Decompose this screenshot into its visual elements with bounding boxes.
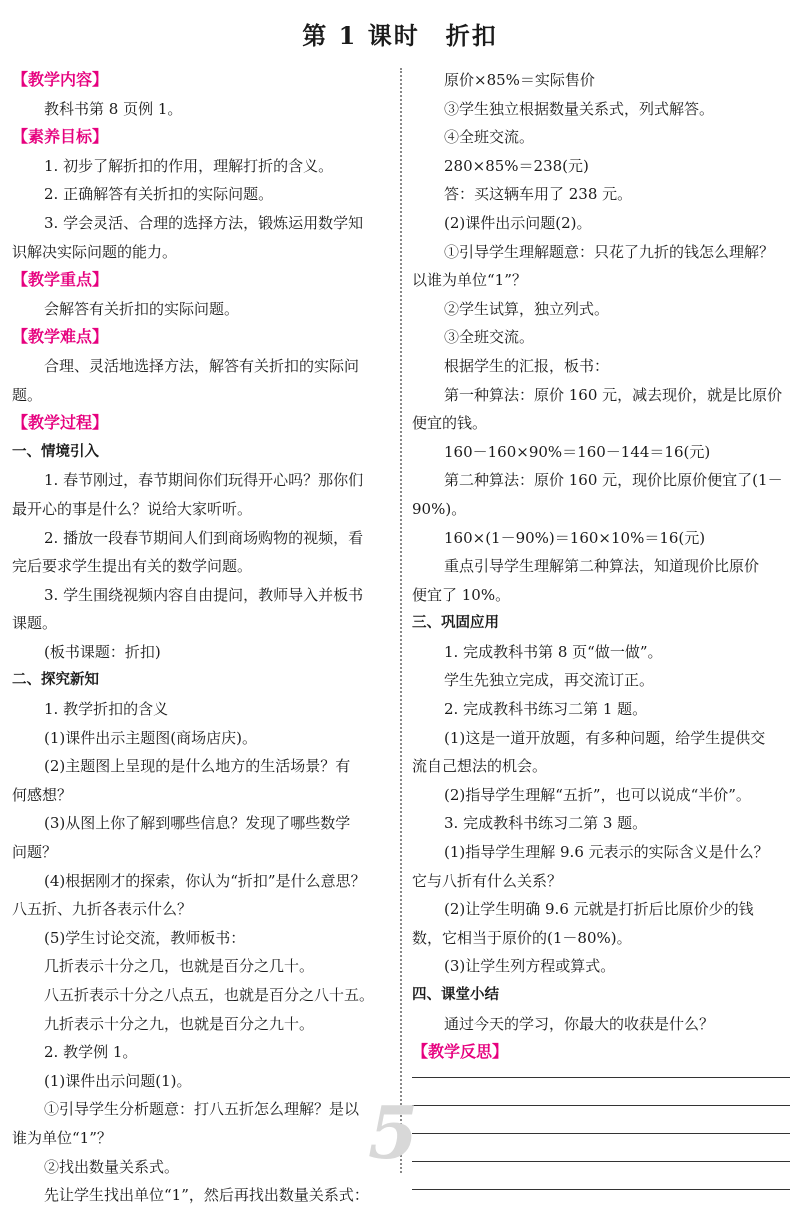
text-line: (板书课题：折扣)	[44, 642, 161, 661]
page-title: 第 1 课时 折扣	[302, 21, 498, 50]
text-line: 1. 教学折扣的含义	[44, 700, 169, 719]
text-line: 280×85%＝238(元)	[444, 156, 589, 175]
text-line: 根据学生的汇报，板书：	[444, 356, 610, 375]
text-line: (3)从图上你了解到哪些信息？发现了哪些数学	[44, 814, 351, 833]
text-line: 2. 正确解答有关折扣的实际问题。	[44, 185, 274, 204]
text-line: ③全班交流。	[444, 328, 535, 347]
text-line: ①引导学生分析题意：打八五折怎么理解？是以	[44, 1100, 360, 1119]
text-line: 2. 完成教科书练习二第 1 题。	[444, 700, 648, 719]
text-line: (1)这是一道开放题，有多种问题，给学生提供交	[444, 728, 766, 747]
text-line: (2)指导学生理解“五折”，也可以说成“半价”。	[444, 785, 751, 804]
text-line: ②学生试算，独立列式。	[444, 299, 610, 318]
text-line: 会解答有关折扣的实际问题。	[44, 299, 240, 318]
text-line: 题。	[12, 385, 43, 404]
text-line: (2)课件出示问题(2)。	[444, 213, 592, 232]
text-line: 3. 学会灵活、合理的选择方法，锻炼运用数学知	[44, 213, 364, 232]
text-line: (4)根据刚才的探索，你认为“折扣”是什么意思？	[44, 871, 366, 890]
text-line: 先让学生找出单位“1”，然后再找出数量关系式：	[44, 1186, 369, 1205]
text-line: 八五折表示十分之八点五，也就是百分之八十五。	[44, 986, 375, 1004]
text-line: 教科书第 8 页例 1。	[44, 99, 183, 118]
text-line: (2)主题图上呈现的是什么地方的生活场景？有	[44, 757, 351, 776]
column-divider	[400, 68, 402, 1173]
text-line: (1)指导学生理解 9.6 元表示的实际含义是什么？	[444, 843, 769, 862]
text-line: ④全班交流。	[444, 128, 535, 147]
text-line: 最开心的事是什么？说给大家听听。	[12, 499, 253, 518]
subsection-heading: 一、情境引入	[12, 443, 99, 460]
text-line: 完后要求学生提出有关的数学问题。	[12, 557, 253, 576]
text-line: 便宜了 10%。	[412, 585, 511, 604]
text-line: 第二种算法：原价 160 元，现价比原价便宜了(1－	[444, 471, 783, 490]
text-line: 数，它相当于原价的(1－80%)。	[412, 928, 632, 947]
reflection-line	[412, 1077, 790, 1078]
text-line: 合理、灵活地选择方法，解答有关折扣的实际问	[44, 356, 360, 375]
subsection-heading: 二、探究新知	[12, 672, 99, 689]
subsection-heading: 四、课堂小结	[412, 987, 499, 1003]
text-line: 识解决实际问题的能力。	[12, 242, 178, 261]
text-line: 原价×85%＝实际售价	[444, 71, 595, 89]
text-line: 问题？	[12, 843, 58, 862]
text-line: 谁为单位“1”？	[12, 1128, 112, 1147]
text-line: 1. 春节刚过，春节期间你们玩得开心吗？那你们	[44, 471, 364, 490]
text-line: (3)让学生列方程或算式。	[444, 957, 616, 976]
text-line: 便宜的钱。	[412, 414, 488, 433]
text-line: 它与八折有什么关系？	[412, 871, 563, 890]
text-line: 答：买这辆车用了 238 元。	[444, 185, 633, 204]
text-line: 以谁为单位“1”？	[412, 271, 527, 290]
text-line: 八五折、九折各表示什么？	[12, 900, 193, 919]
page-number: 5	[368, 1090, 419, 1175]
section-heading: 【教学重点】	[12, 270, 109, 290]
right-column	[412, 66, 790, 1067]
text-line: 课题。	[12, 614, 58, 633]
text-line: ③学生独立根据数量关系式，列式解答。	[444, 99, 715, 118]
text-line: 1. 完成教科书第 8 页“做一做”。	[444, 642, 663, 661]
text-line: 学生先独立完成，再交流订正。	[444, 671, 655, 690]
reflection-line	[412, 1105, 790, 1106]
text-line: 第一种算法：原价 160 元，减去现价，就是比原价	[444, 385, 783, 404]
reflection-line	[412, 1189, 790, 1190]
text-line: 2. 教学例 1。	[44, 1043, 138, 1062]
section-heading: 【教学难点】	[12, 327, 109, 347]
text-line: ①引导学生理解题意：只花了九折的钱怎么理解？	[444, 242, 775, 261]
text-line: 3. 完成教科书练习二第 3 题。	[444, 814, 648, 833]
reflection-line	[412, 1161, 790, 1162]
reflection-line	[412, 1133, 790, 1134]
text-line: 160×(1－90%)＝160×10%＝16(元)	[444, 528, 706, 547]
text-line: 九折表示十分之九，也就是百分之九十。	[44, 1014, 315, 1033]
text-line: 2. 播放一段春节期间人们到商场购物的视频，看	[44, 528, 364, 547]
text-line: 流自己想法的机会。	[412, 757, 548, 776]
text-line: 1. 初步了解折扣的作用，理解打折的含义。	[44, 156, 334, 175]
text-line: 通过今天的学习，你最大的收获是什么？	[444, 1014, 715, 1033]
section-heading: 【教学过程】	[12, 413, 109, 433]
text-line: (5)学生讨论交流，教师板书：	[44, 928, 246, 947]
text-line: (2)让学生明确 9.6 元就是打折后比原价少的钱	[444, 900, 754, 919]
text-line: 重点引导学生理解第二种算法，知道现价比原价	[444, 557, 760, 576]
left-column	[12, 66, 394, 1210]
text-line: 几折表示十分之几，也就是百分之几十。	[44, 957, 315, 976]
text-line: 3. 学生围绕视频内容自由提问，教师导入并板书	[44, 585, 364, 604]
subsection-heading: 三、巩固应用	[412, 615, 499, 632]
text-line: 何感想？	[12, 785, 73, 804]
text-line: (1)课件出示问题(1)。	[44, 1071, 192, 1090]
section-heading: 【教学内容】	[12, 70, 109, 89]
section-heading: 【教学反思】	[412, 1042, 509, 1062]
text-line: 160－160×90%＝160－144＝16(元)	[444, 442, 711, 461]
text-line: ②找出数量关系式。	[44, 1157, 180, 1176]
text-line: (1)课件出示主题图(商场店庆)。	[44, 728, 257, 747]
text-line: 90%)。	[412, 499, 467, 518]
section-heading: 【素养目标】	[12, 127, 109, 147]
